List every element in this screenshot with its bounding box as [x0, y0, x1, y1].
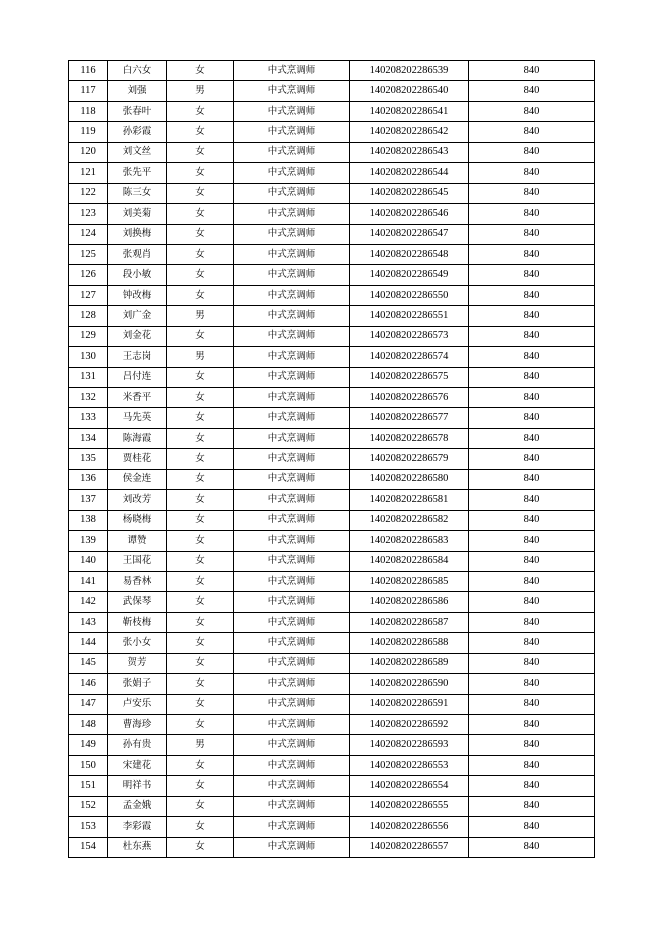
- name-cell: 张春叶: [108, 101, 167, 121]
- row-number-cell: 144: [69, 633, 108, 653]
- name-cell: 王国花: [108, 551, 167, 571]
- table-row: [69, 612, 595, 632]
- name-cell: 刘文丝: [108, 142, 167, 162]
- gender-cell: 女: [167, 715, 234, 735]
- row-number-cell: 120: [69, 142, 108, 162]
- table-row: [69, 674, 595, 694]
- row-number-cell: 151: [69, 776, 108, 796]
- gender-cell: 女: [167, 326, 234, 346]
- occupation-cell: 中式烹调师: [234, 224, 350, 244]
- occupation-cell: 中式烹调师: [234, 694, 350, 714]
- certificate-number-cell: 140208202286540: [350, 81, 469, 101]
- row-number-cell: 132: [69, 388, 108, 408]
- gender-cell: 女: [167, 388, 234, 408]
- amount-cell: 840: [469, 61, 595, 81]
- gender-cell: 女: [167, 633, 234, 653]
- certificate-number-cell: 140208202286581: [350, 490, 469, 510]
- roster-table-body: [69, 61, 595, 858]
- occupation-cell: 中式烹调师: [234, 122, 350, 142]
- row-number-cell: 134: [69, 428, 108, 448]
- amount-cell: 840: [469, 817, 595, 837]
- amount-cell: 840: [469, 122, 595, 142]
- name-cell: 张观肖: [108, 244, 167, 264]
- spreadsheet-page: [68, 60, 594, 858]
- gender-cell: 女: [167, 101, 234, 121]
- certificate-number-cell: 140208202286576: [350, 388, 469, 408]
- occupation-cell: 中式烹调师: [234, 285, 350, 305]
- gender-cell: 女: [167, 490, 234, 510]
- name-cell: 吕付连: [108, 367, 167, 387]
- row-number-cell: 124: [69, 224, 108, 244]
- amount-cell: 840: [469, 837, 595, 857]
- amount-cell: 840: [469, 715, 595, 735]
- certificate-number-cell: 140208202286586: [350, 592, 469, 612]
- row-number-cell: 136: [69, 469, 108, 489]
- name-cell: 卢安乐: [108, 694, 167, 714]
- occupation-cell: 中式烹调师: [234, 653, 350, 673]
- certificate-number-cell: 140208202286585: [350, 571, 469, 591]
- occupation-cell: 中式烹调师: [234, 633, 350, 653]
- certificate-number-cell: 140208202286544: [350, 163, 469, 183]
- gender-cell: 女: [167, 469, 234, 489]
- row-number-cell: 142: [69, 592, 108, 612]
- amount-cell: 840: [469, 326, 595, 346]
- name-cell: 宋建花: [108, 755, 167, 775]
- row-number-cell: 138: [69, 510, 108, 530]
- row-number-cell: 116: [69, 61, 108, 81]
- occupation-cell: 中式烹调师: [234, 306, 350, 326]
- certificate-number-cell: 140208202286587: [350, 612, 469, 632]
- certificate-number-cell: 140208202286578: [350, 428, 469, 448]
- name-cell: 杨晓梅: [108, 510, 167, 530]
- name-cell: 陈三女: [108, 183, 167, 203]
- table-row: [69, 81, 595, 101]
- amount-cell: 840: [469, 490, 595, 510]
- amount-cell: 840: [469, 592, 595, 612]
- row-number-cell: 146: [69, 674, 108, 694]
- occupation-cell: 中式烹调师: [234, 183, 350, 203]
- amount-cell: 840: [469, 101, 595, 121]
- gender-cell: 女: [167, 653, 234, 673]
- certificate-number-cell: 140208202286541: [350, 101, 469, 121]
- name-cell: 孟金娥: [108, 796, 167, 816]
- table-row: [69, 653, 595, 673]
- row-number-cell: 148: [69, 715, 108, 735]
- occupation-cell: 中式烹调师: [234, 510, 350, 530]
- occupation-cell: 中式烹调师: [234, 715, 350, 735]
- table-row: [69, 510, 595, 530]
- certificate-number-cell: 140208202286575: [350, 367, 469, 387]
- gender-cell: 女: [167, 285, 234, 305]
- occupation-cell: 中式烹调师: [234, 367, 350, 387]
- gender-cell: 男: [167, 306, 234, 326]
- amount-cell: 840: [469, 653, 595, 673]
- name-cell: 张先平: [108, 163, 167, 183]
- name-cell: 明祥书: [108, 776, 167, 796]
- table-row: [69, 163, 595, 183]
- table-row: [69, 367, 595, 387]
- occupation-cell: 中式烹调师: [234, 61, 350, 81]
- table-row: [69, 592, 595, 612]
- table-row: [69, 265, 595, 285]
- row-number-cell: 137: [69, 490, 108, 510]
- row-number-cell: 149: [69, 735, 108, 755]
- certificate-number-cell: 140208202286582: [350, 510, 469, 530]
- name-cell: 王志岗: [108, 347, 167, 367]
- table-row: [69, 776, 595, 796]
- occupation-cell: 中式烹调师: [234, 81, 350, 101]
- amount-cell: 840: [469, 265, 595, 285]
- certificate-number-cell: 140208202286590: [350, 674, 469, 694]
- row-number-cell: 154: [69, 837, 108, 857]
- amount-cell: 840: [469, 612, 595, 632]
- certificate-number-cell: 140208202286551: [350, 306, 469, 326]
- amount-cell: 840: [469, 571, 595, 591]
- row-number-cell: 130: [69, 347, 108, 367]
- occupation-cell: 中式烹调师: [234, 469, 350, 489]
- gender-cell: 男: [167, 81, 234, 101]
- table-row: [69, 633, 595, 653]
- name-cell: 曹海珍: [108, 715, 167, 735]
- amount-cell: 840: [469, 224, 595, 244]
- amount-cell: 840: [469, 796, 595, 816]
- gender-cell: 女: [167, 592, 234, 612]
- table-row: [69, 122, 595, 142]
- gender-cell: 女: [167, 61, 234, 81]
- name-cell: 刘改芳: [108, 490, 167, 510]
- table-row: [69, 101, 595, 121]
- occupation-cell: 中式烹调师: [234, 571, 350, 591]
- table-row: [69, 428, 595, 448]
- gender-cell: 女: [167, 531, 234, 551]
- occupation-cell: 中式烹调师: [234, 531, 350, 551]
- row-number-cell: 150: [69, 755, 108, 775]
- gender-cell: 女: [167, 510, 234, 530]
- name-cell: 马先英: [108, 408, 167, 428]
- amount-cell: 840: [469, 469, 595, 489]
- table-row: [69, 735, 595, 755]
- certificate-number-cell: 140208202286557: [350, 837, 469, 857]
- table-row: [69, 204, 595, 224]
- row-number-cell: 153: [69, 817, 108, 837]
- name-cell: 刘强: [108, 81, 167, 101]
- amount-cell: 840: [469, 776, 595, 796]
- name-cell: 刘广金: [108, 306, 167, 326]
- name-cell: 米香平: [108, 388, 167, 408]
- amount-cell: 840: [469, 244, 595, 264]
- occupation-cell: 中式烹调师: [234, 326, 350, 346]
- gender-cell: 女: [167, 796, 234, 816]
- certificate-number-cell: 140208202286549: [350, 265, 469, 285]
- name-cell: 杜东燕: [108, 837, 167, 857]
- table-row: [69, 796, 595, 816]
- amount-cell: 840: [469, 163, 595, 183]
- occupation-cell: 中式烹调师: [234, 388, 350, 408]
- gender-cell: 女: [167, 408, 234, 428]
- table-row: [69, 326, 595, 346]
- table-row: [69, 551, 595, 571]
- gender-cell: 女: [167, 163, 234, 183]
- row-number-cell: 135: [69, 449, 108, 469]
- name-cell: 武保琴: [108, 592, 167, 612]
- row-number-cell: 118: [69, 101, 108, 121]
- certificate-number-cell: 140208202286593: [350, 735, 469, 755]
- certificate-number-cell: 140208202286553: [350, 755, 469, 775]
- name-cell: 段小敏: [108, 265, 167, 285]
- name-cell: 易香林: [108, 571, 167, 591]
- occupation-cell: 中式烹调师: [234, 244, 350, 264]
- row-number-cell: 147: [69, 694, 108, 714]
- gender-cell: 女: [167, 817, 234, 837]
- gender-cell: 女: [167, 837, 234, 857]
- occupation-cell: 中式烹调师: [234, 755, 350, 775]
- gender-cell: 女: [167, 367, 234, 387]
- amount-cell: 840: [469, 428, 595, 448]
- certificate-number-cell: 140208202286583: [350, 531, 469, 551]
- gender-cell: 女: [167, 183, 234, 203]
- gender-cell: 女: [167, 122, 234, 142]
- occupation-cell: 中式烹调师: [234, 347, 350, 367]
- table-row: [69, 347, 595, 367]
- amount-cell: 840: [469, 633, 595, 653]
- amount-cell: 840: [469, 142, 595, 162]
- table-row: [69, 142, 595, 162]
- name-cell: 孙彩霞: [108, 122, 167, 142]
- gender-cell: 男: [167, 735, 234, 755]
- gender-cell: 女: [167, 612, 234, 632]
- occupation-cell: 中式烹调师: [234, 551, 350, 571]
- amount-cell: 840: [469, 183, 595, 203]
- table-row: [69, 244, 595, 264]
- row-number-cell: 128: [69, 306, 108, 326]
- gender-cell: 女: [167, 142, 234, 162]
- amount-cell: 840: [469, 674, 595, 694]
- row-number-cell: 139: [69, 531, 108, 551]
- occupation-cell: 中式烹调师: [234, 796, 350, 816]
- amount-cell: 840: [469, 531, 595, 551]
- occupation-cell: 中式烹调师: [234, 428, 350, 448]
- table-row: [69, 490, 595, 510]
- occupation-cell: 中式烹调师: [234, 817, 350, 837]
- gender-cell: 女: [167, 428, 234, 448]
- amount-cell: 840: [469, 449, 595, 469]
- certificate-number-cell: 140208202286591: [350, 694, 469, 714]
- occupation-cell: 中式烹调师: [234, 142, 350, 162]
- table-row: [69, 531, 595, 551]
- row-number-cell: 127: [69, 285, 108, 305]
- amount-cell: 840: [469, 755, 595, 775]
- table-row: [69, 469, 595, 489]
- occupation-cell: 中式烹调师: [234, 204, 350, 224]
- amount-cell: 840: [469, 367, 595, 387]
- amount-cell: 840: [469, 81, 595, 101]
- certificate-number-cell: 140208202286573: [350, 326, 469, 346]
- amount-cell: 840: [469, 694, 595, 714]
- gender-cell: 女: [167, 265, 234, 285]
- certificate-number-cell: 140208202286588: [350, 633, 469, 653]
- gender-cell: 女: [167, 449, 234, 469]
- name-cell: 陈海霞: [108, 428, 167, 448]
- amount-cell: 840: [469, 204, 595, 224]
- table-row: [69, 224, 595, 244]
- amount-cell: 840: [469, 510, 595, 530]
- certificate-number-cell: 140208202286542: [350, 122, 469, 142]
- table-row: [69, 388, 595, 408]
- row-number-cell: 133: [69, 408, 108, 428]
- name-cell: 贾桂花: [108, 449, 167, 469]
- name-cell: 刘换梅: [108, 224, 167, 244]
- name-cell: 李彩霞: [108, 817, 167, 837]
- row-number-cell: 121: [69, 163, 108, 183]
- gender-cell: 女: [167, 694, 234, 714]
- row-number-cell: 145: [69, 653, 108, 673]
- certificate-number-cell: 140208202286577: [350, 408, 469, 428]
- name-cell: 刘美菊: [108, 204, 167, 224]
- row-number-cell: 152: [69, 796, 108, 816]
- certificate-number-cell: 140208202286574: [350, 347, 469, 367]
- table-row: [69, 449, 595, 469]
- occupation-cell: 中式烹调师: [234, 265, 350, 285]
- amount-cell: 840: [469, 285, 595, 305]
- row-number-cell: 126: [69, 265, 108, 285]
- table-row: [69, 408, 595, 428]
- table-row: [69, 694, 595, 714]
- gender-cell: 男: [167, 347, 234, 367]
- table-row: [69, 715, 595, 735]
- certificate-number-cell: 140208202286548: [350, 244, 469, 264]
- occupation-cell: 中式烹调师: [234, 592, 350, 612]
- amount-cell: 840: [469, 408, 595, 428]
- certificate-number-cell: 140208202286543: [350, 142, 469, 162]
- gender-cell: 女: [167, 674, 234, 694]
- name-cell: 张小女: [108, 633, 167, 653]
- certificate-number-cell: 140208202286556: [350, 817, 469, 837]
- table-row: [69, 571, 595, 591]
- name-cell: 张娟子: [108, 674, 167, 694]
- name-cell: 谭赞: [108, 531, 167, 551]
- amount-cell: 840: [469, 735, 595, 755]
- occupation-cell: 中式烹调师: [234, 490, 350, 510]
- name-cell: 白六女: [108, 61, 167, 81]
- row-number-cell: 140: [69, 551, 108, 571]
- occupation-cell: 中式烹调师: [234, 776, 350, 796]
- row-number-cell: 125: [69, 244, 108, 264]
- amount-cell: 840: [469, 551, 595, 571]
- name-cell: 贺芳: [108, 653, 167, 673]
- occupation-cell: 中式烹调师: [234, 449, 350, 469]
- certificate-number-cell: 140208202286579: [350, 449, 469, 469]
- occupation-cell: 中式烹调师: [234, 735, 350, 755]
- certificate-number-cell: 140208202286554: [350, 776, 469, 796]
- row-number-cell: 119: [69, 122, 108, 142]
- certificate-number-cell: 140208202286555: [350, 796, 469, 816]
- table-row: [69, 817, 595, 837]
- roster-table: [68, 60, 595, 858]
- certificate-number-cell: 140208202286546: [350, 204, 469, 224]
- amount-cell: 840: [469, 388, 595, 408]
- name-cell: 孙有贵: [108, 735, 167, 755]
- certificate-number-cell: 140208202286580: [350, 469, 469, 489]
- occupation-cell: 中式烹调师: [234, 101, 350, 121]
- row-number-cell: 143: [69, 612, 108, 632]
- name-cell: 钟改梅: [108, 285, 167, 305]
- row-number-cell: 117: [69, 81, 108, 101]
- certificate-number-cell: 140208202286584: [350, 551, 469, 571]
- row-number-cell: 129: [69, 326, 108, 346]
- certificate-number-cell: 140208202286592: [350, 715, 469, 735]
- name-cell: 刘金花: [108, 326, 167, 346]
- certificate-number-cell: 140208202286547: [350, 224, 469, 244]
- occupation-cell: 中式烹调师: [234, 408, 350, 428]
- gender-cell: 女: [167, 776, 234, 796]
- row-number-cell: 141: [69, 571, 108, 591]
- table-row: [69, 837, 595, 857]
- row-number-cell: 122: [69, 183, 108, 203]
- table-row: [69, 285, 595, 305]
- gender-cell: 女: [167, 224, 234, 244]
- name-cell: 侯金连: [108, 469, 167, 489]
- certificate-number-cell: 140208202286589: [350, 653, 469, 673]
- certificate-number-cell: 140208202286539: [350, 61, 469, 81]
- table-row: [69, 61, 595, 81]
- row-number-cell: 123: [69, 204, 108, 224]
- amount-cell: 840: [469, 306, 595, 326]
- certificate-number-cell: 140208202286550: [350, 285, 469, 305]
- occupation-cell: 中式烹调师: [234, 837, 350, 857]
- gender-cell: 女: [167, 551, 234, 571]
- name-cell: 靳枝梅: [108, 612, 167, 632]
- occupation-cell: 中式烹调师: [234, 163, 350, 183]
- gender-cell: 女: [167, 244, 234, 264]
- table-row: [69, 183, 595, 203]
- gender-cell: 女: [167, 204, 234, 224]
- table-row: [69, 306, 595, 326]
- gender-cell: 女: [167, 571, 234, 591]
- row-number-cell: 131: [69, 367, 108, 387]
- occupation-cell: 中式烹调师: [234, 612, 350, 632]
- table-row: [69, 755, 595, 775]
- amount-cell: 840: [469, 347, 595, 367]
- certificate-number-cell: 140208202286545: [350, 183, 469, 203]
- gender-cell: 女: [167, 755, 234, 775]
- occupation-cell: 中式烹调师: [234, 674, 350, 694]
